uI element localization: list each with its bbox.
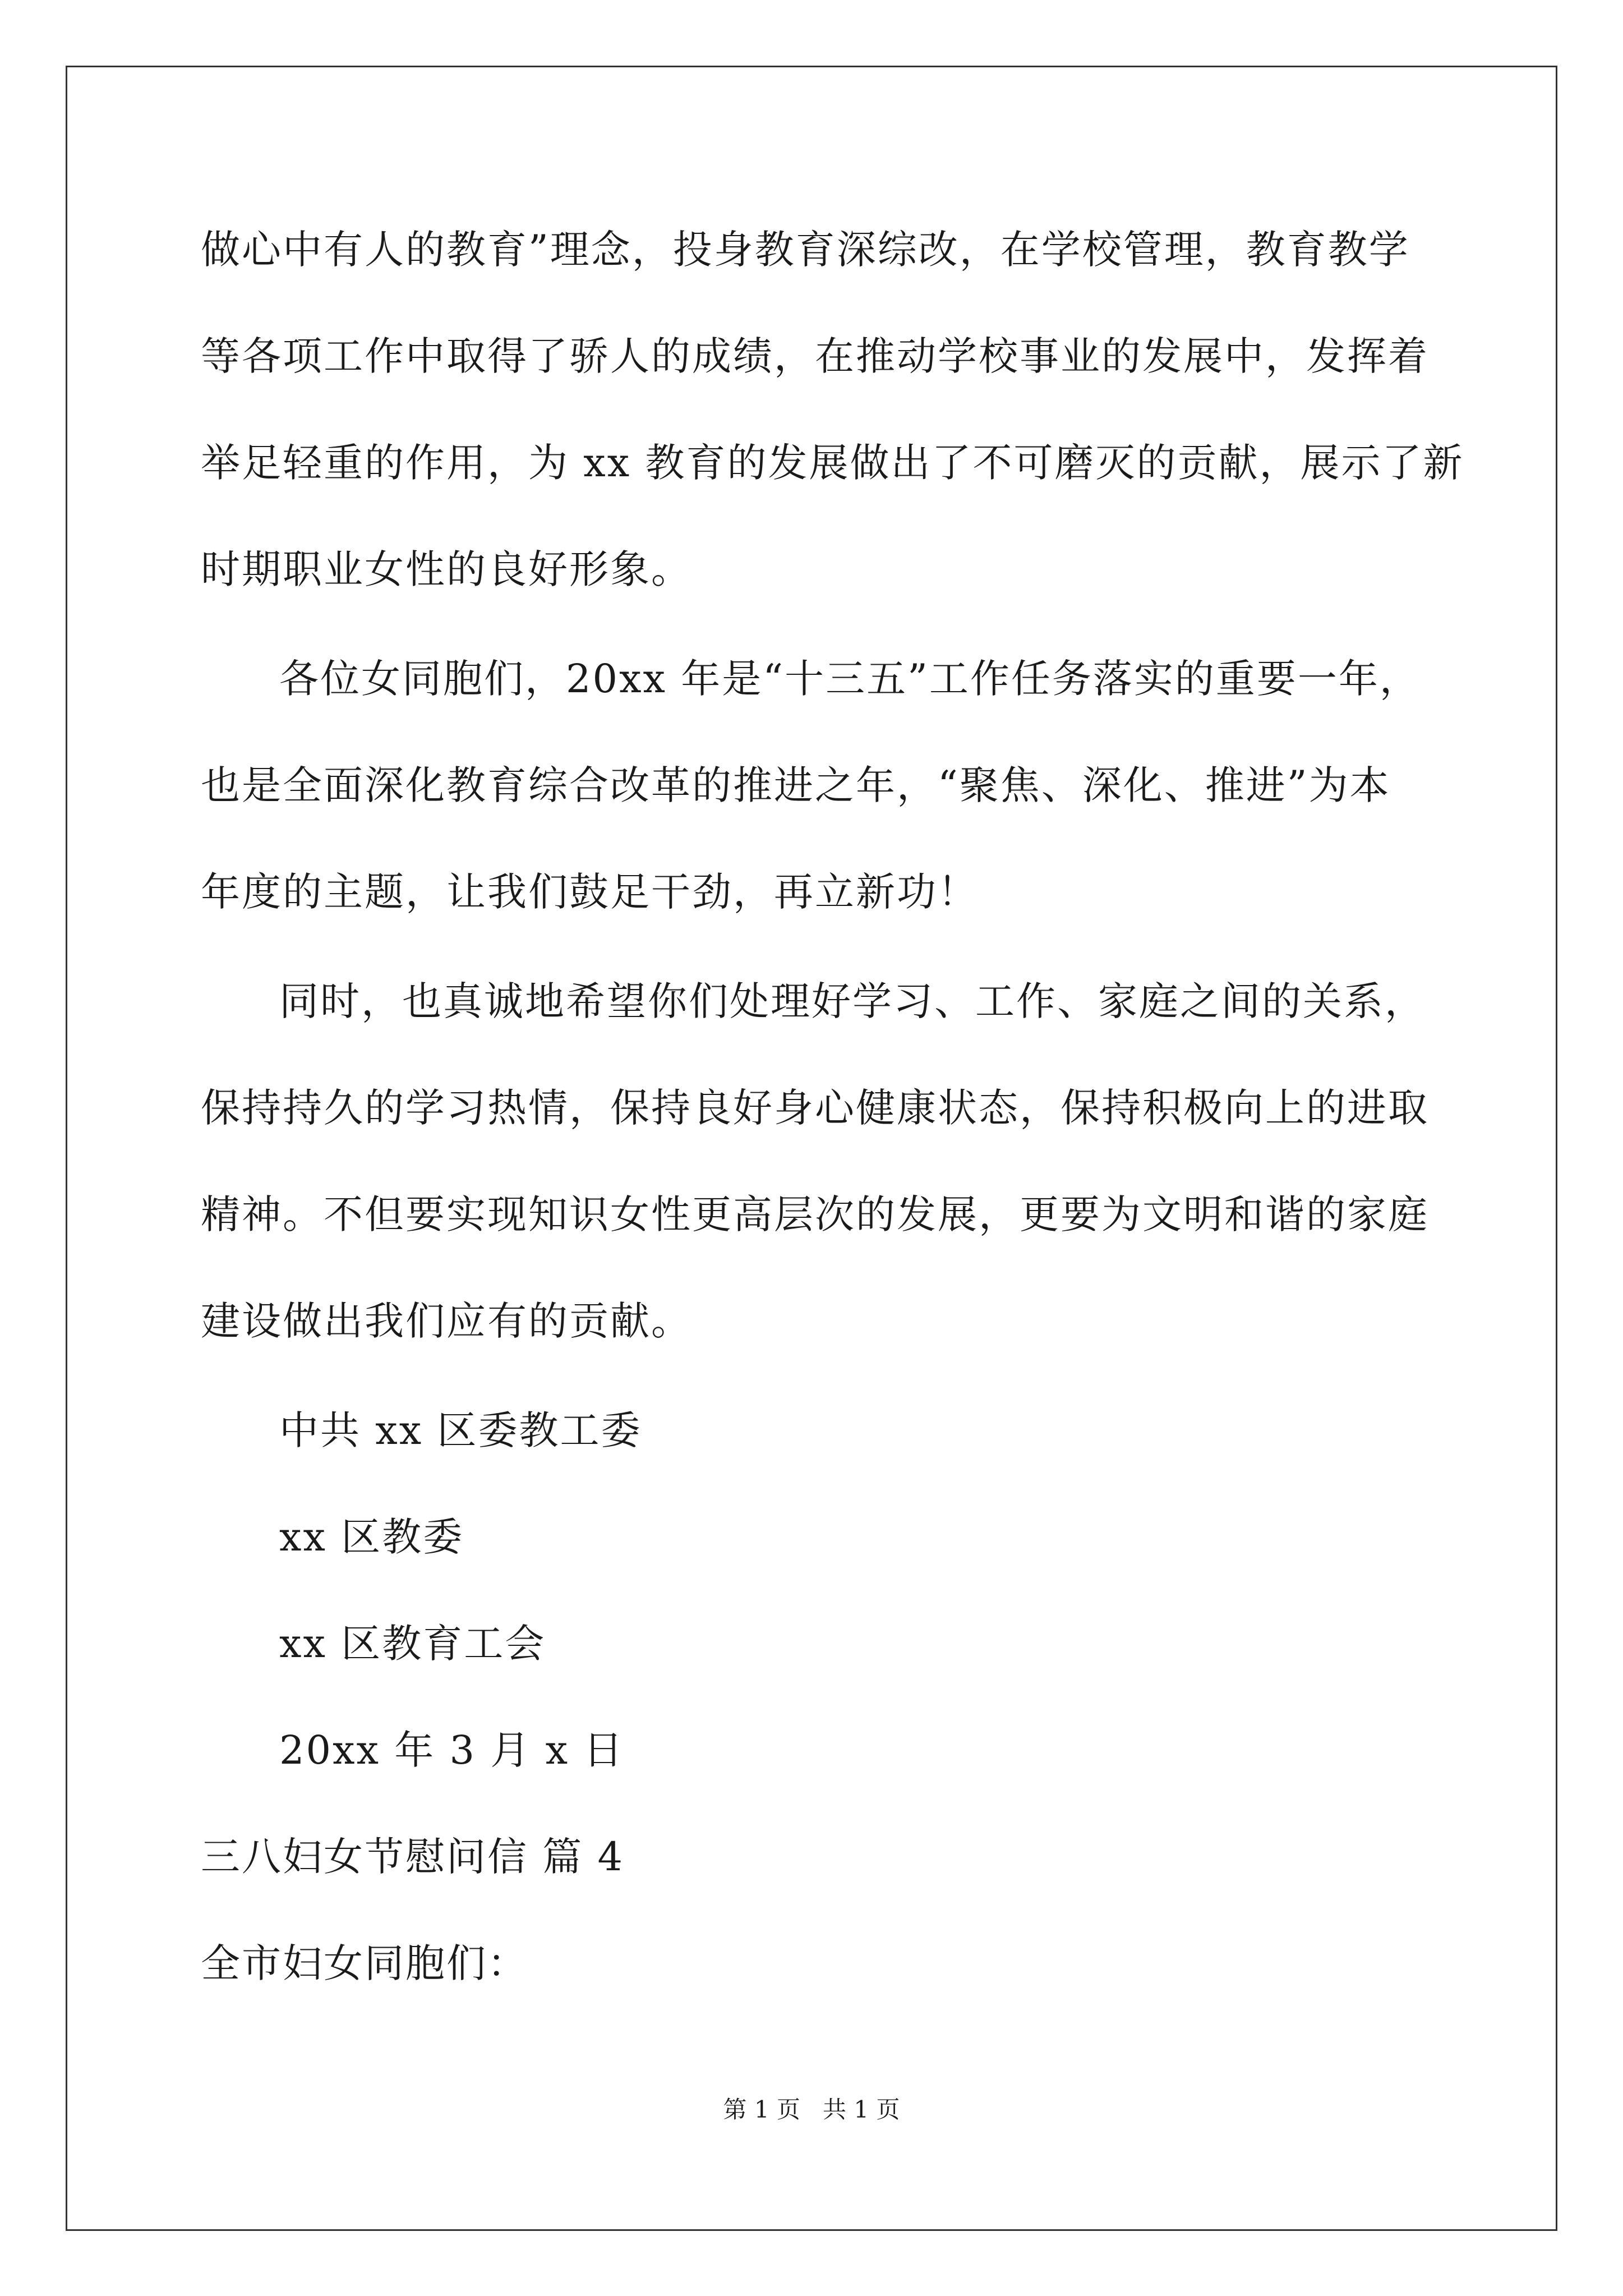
page-border [66,66,1557,2231]
salutation: 全市妇女同胞们： [201,1940,528,1986]
paragraph-2-line-2: 也是全面深化教育综合改革的推进之年，“聚焦、深化、推进”为本 [201,762,1391,808]
paragraph-1-line-1: 做心中有人的教育”理念，投身教育深综改，在学校管理，教育教学 [201,227,1410,273]
signature-line-1: 中共 xx 区委教工委 [279,1407,642,1453]
paragraph-3-line-4: 建设做出我们应有的贡献。 [201,1298,692,1344]
paragraph-1-line-4: 时期职业女性的良好形象。 [201,546,692,592]
page-footer: 第 1 页 共 1 页 [723,2096,900,2123]
paragraph-3-line-1: 同时，也真诚地希望你们处理好学习、工作、家庭之间的关系， [279,978,1426,1024]
paragraph-3-line-3: 精神。不但要实现知识女性更高层次的发展，更要为文明和谐的家庭 [201,1191,1429,1237]
paragraph-2-line-3: 年度的主题，让我们鼓足干劲，再立新功！ [201,869,979,915]
paragraph-1-line-3: 举足轻重的作用，为 xx 教育的发展做出了不可磨灭的贡献，展示了新 [201,440,1464,486]
paragraph-2-line-1: 各位女同胞们，20xx 年是“十三五”工作任务落实的重要一年， [279,656,1421,702]
signature-line-3: xx 区教育工会 [279,1621,546,1667]
paragraph-3-line-2: 保持持久的学习热情，保持良好身心健康状态，保持积极向上的进取 [201,1085,1429,1131]
signature-line-2: xx 区教委 [279,1514,464,1560]
section-heading: 三八妇女节慰问信 篇 4 [201,1834,625,1880]
paragraph-1-line-2: 等各项工作中取得了骄人的成绩，在推动学校事业的发展中，发挥着 [201,333,1429,379]
signature-date: 20xx 年 3 月 x 日 [279,1727,625,1773]
